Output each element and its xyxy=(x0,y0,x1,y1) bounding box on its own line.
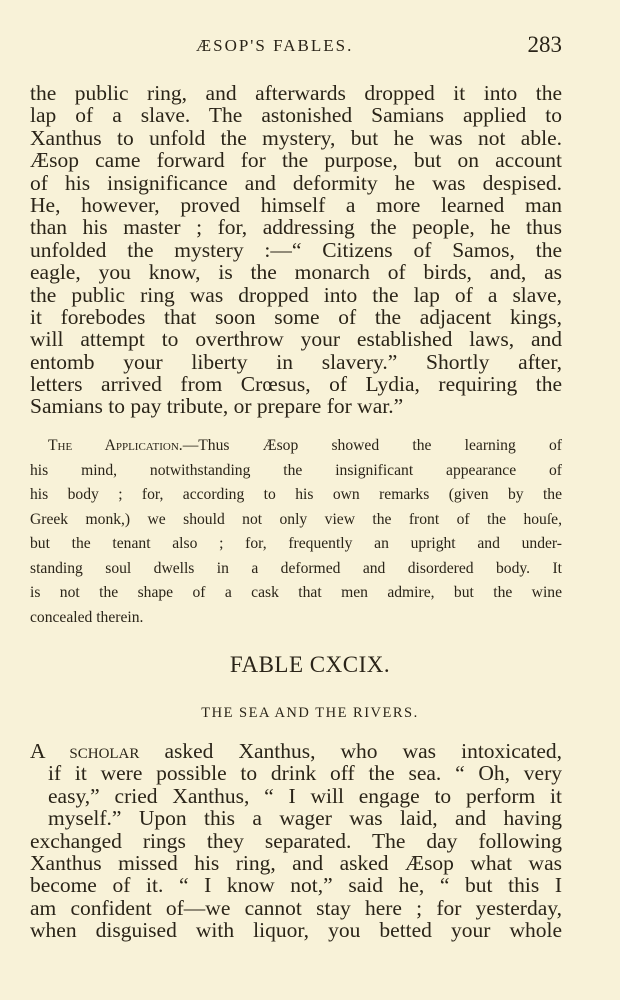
text-line: Æsop came forward for the purpose, but on account xyxy=(30,148,562,173)
text-line: unfolded the mystery :—“ Citizens of Samos, the xyxy=(30,237,562,262)
text-line: the public ring, and afterwards dropped it into the xyxy=(30,81,562,105)
application-paragraph xyxy=(30,434,562,630)
fable-paragraph xyxy=(30,740,562,942)
text-line: letters arrived from Crœsus, of Lydia, requiring the xyxy=(30,372,562,397)
text-line: if it were possible to drink off the sea. “ Oh, very xyxy=(48,761,562,786)
line-text: asked Xanthus, who was intoxicated, xyxy=(139,739,562,763)
text-line: standing soul dwells in a deformed and disordered body. It xyxy=(30,559,562,577)
text-line: eagle, you know, is the monarch of birds, and, as xyxy=(30,260,562,285)
text-line: Samians to pay tribute, or prepare for war.” xyxy=(30,394,404,419)
text-line: easy,” cried Xanthus, “ I will engage to perform it xyxy=(48,783,562,808)
text-line: concealed therein. xyxy=(30,608,144,626)
text-line: his body ; for, according to his own remarks (given by the xyxy=(30,486,562,503)
paragraph-continued xyxy=(30,82,562,418)
text-line: become of it. “ I know not,” said he, “ but this I xyxy=(30,873,562,898)
text-line: the public ring was dropped into the lap of a slave, xyxy=(30,282,562,307)
text-line: is not the shape of a cask that men admire, but the wine xyxy=(30,584,562,601)
text-line xyxy=(30,740,562,762)
page-header xyxy=(0,32,620,62)
opening-words: A scholar xyxy=(30,739,140,763)
text-line xyxy=(30,434,562,459)
application-label: The Application. xyxy=(48,437,183,454)
text-line: Greek monk,) we should not only view the front of the houſe, xyxy=(30,510,562,528)
running-title: ÆSOP'S FABLES. xyxy=(196,36,354,55)
text-line: He, however, proved himself a more learned man xyxy=(30,192,562,217)
text-line: Xanthus missed his ring, and asked Æsop what was xyxy=(30,850,562,875)
text-line: lap of a slave. The astonished Samians applied to xyxy=(30,103,562,128)
text-line: but the tenant also ; for, frequently an upright and under- xyxy=(30,535,562,552)
text-line: am confident of—we cannot stay here ; for yesterday, xyxy=(30,895,562,920)
text-line: than his master ; for, addressing the people, he thus xyxy=(30,215,562,240)
application-text: —Thus Æsop showed the learning of xyxy=(182,437,562,454)
text-line: when disguised with liquor, you betted your whole xyxy=(30,918,562,943)
page-number: 283 xyxy=(527,32,562,57)
text-line: entomb your liberty in slavery.” Shortly after, xyxy=(30,349,562,374)
text-line: will attempt to overthrow your established laws, and xyxy=(30,327,562,352)
text-line: exchanged rings they separated. The day following xyxy=(30,828,562,853)
text-line: Xanthus to unfold the mystery, but he was not able. xyxy=(30,125,562,150)
text-line: his mind, notwithstanding the insignificant appearance of xyxy=(30,461,562,479)
text-line: it forebodes that soon some of the adjacent kings, xyxy=(30,304,562,329)
text-line: of his insignificance and deformity he was despised. xyxy=(30,170,562,195)
fable-title: FABLE CXCIX. xyxy=(229,652,391,677)
fable-subtitle: THE SEA AND THE RIVERS. xyxy=(201,705,419,721)
text-line: myself.” Upon this a wager was laid, and having xyxy=(48,806,562,831)
